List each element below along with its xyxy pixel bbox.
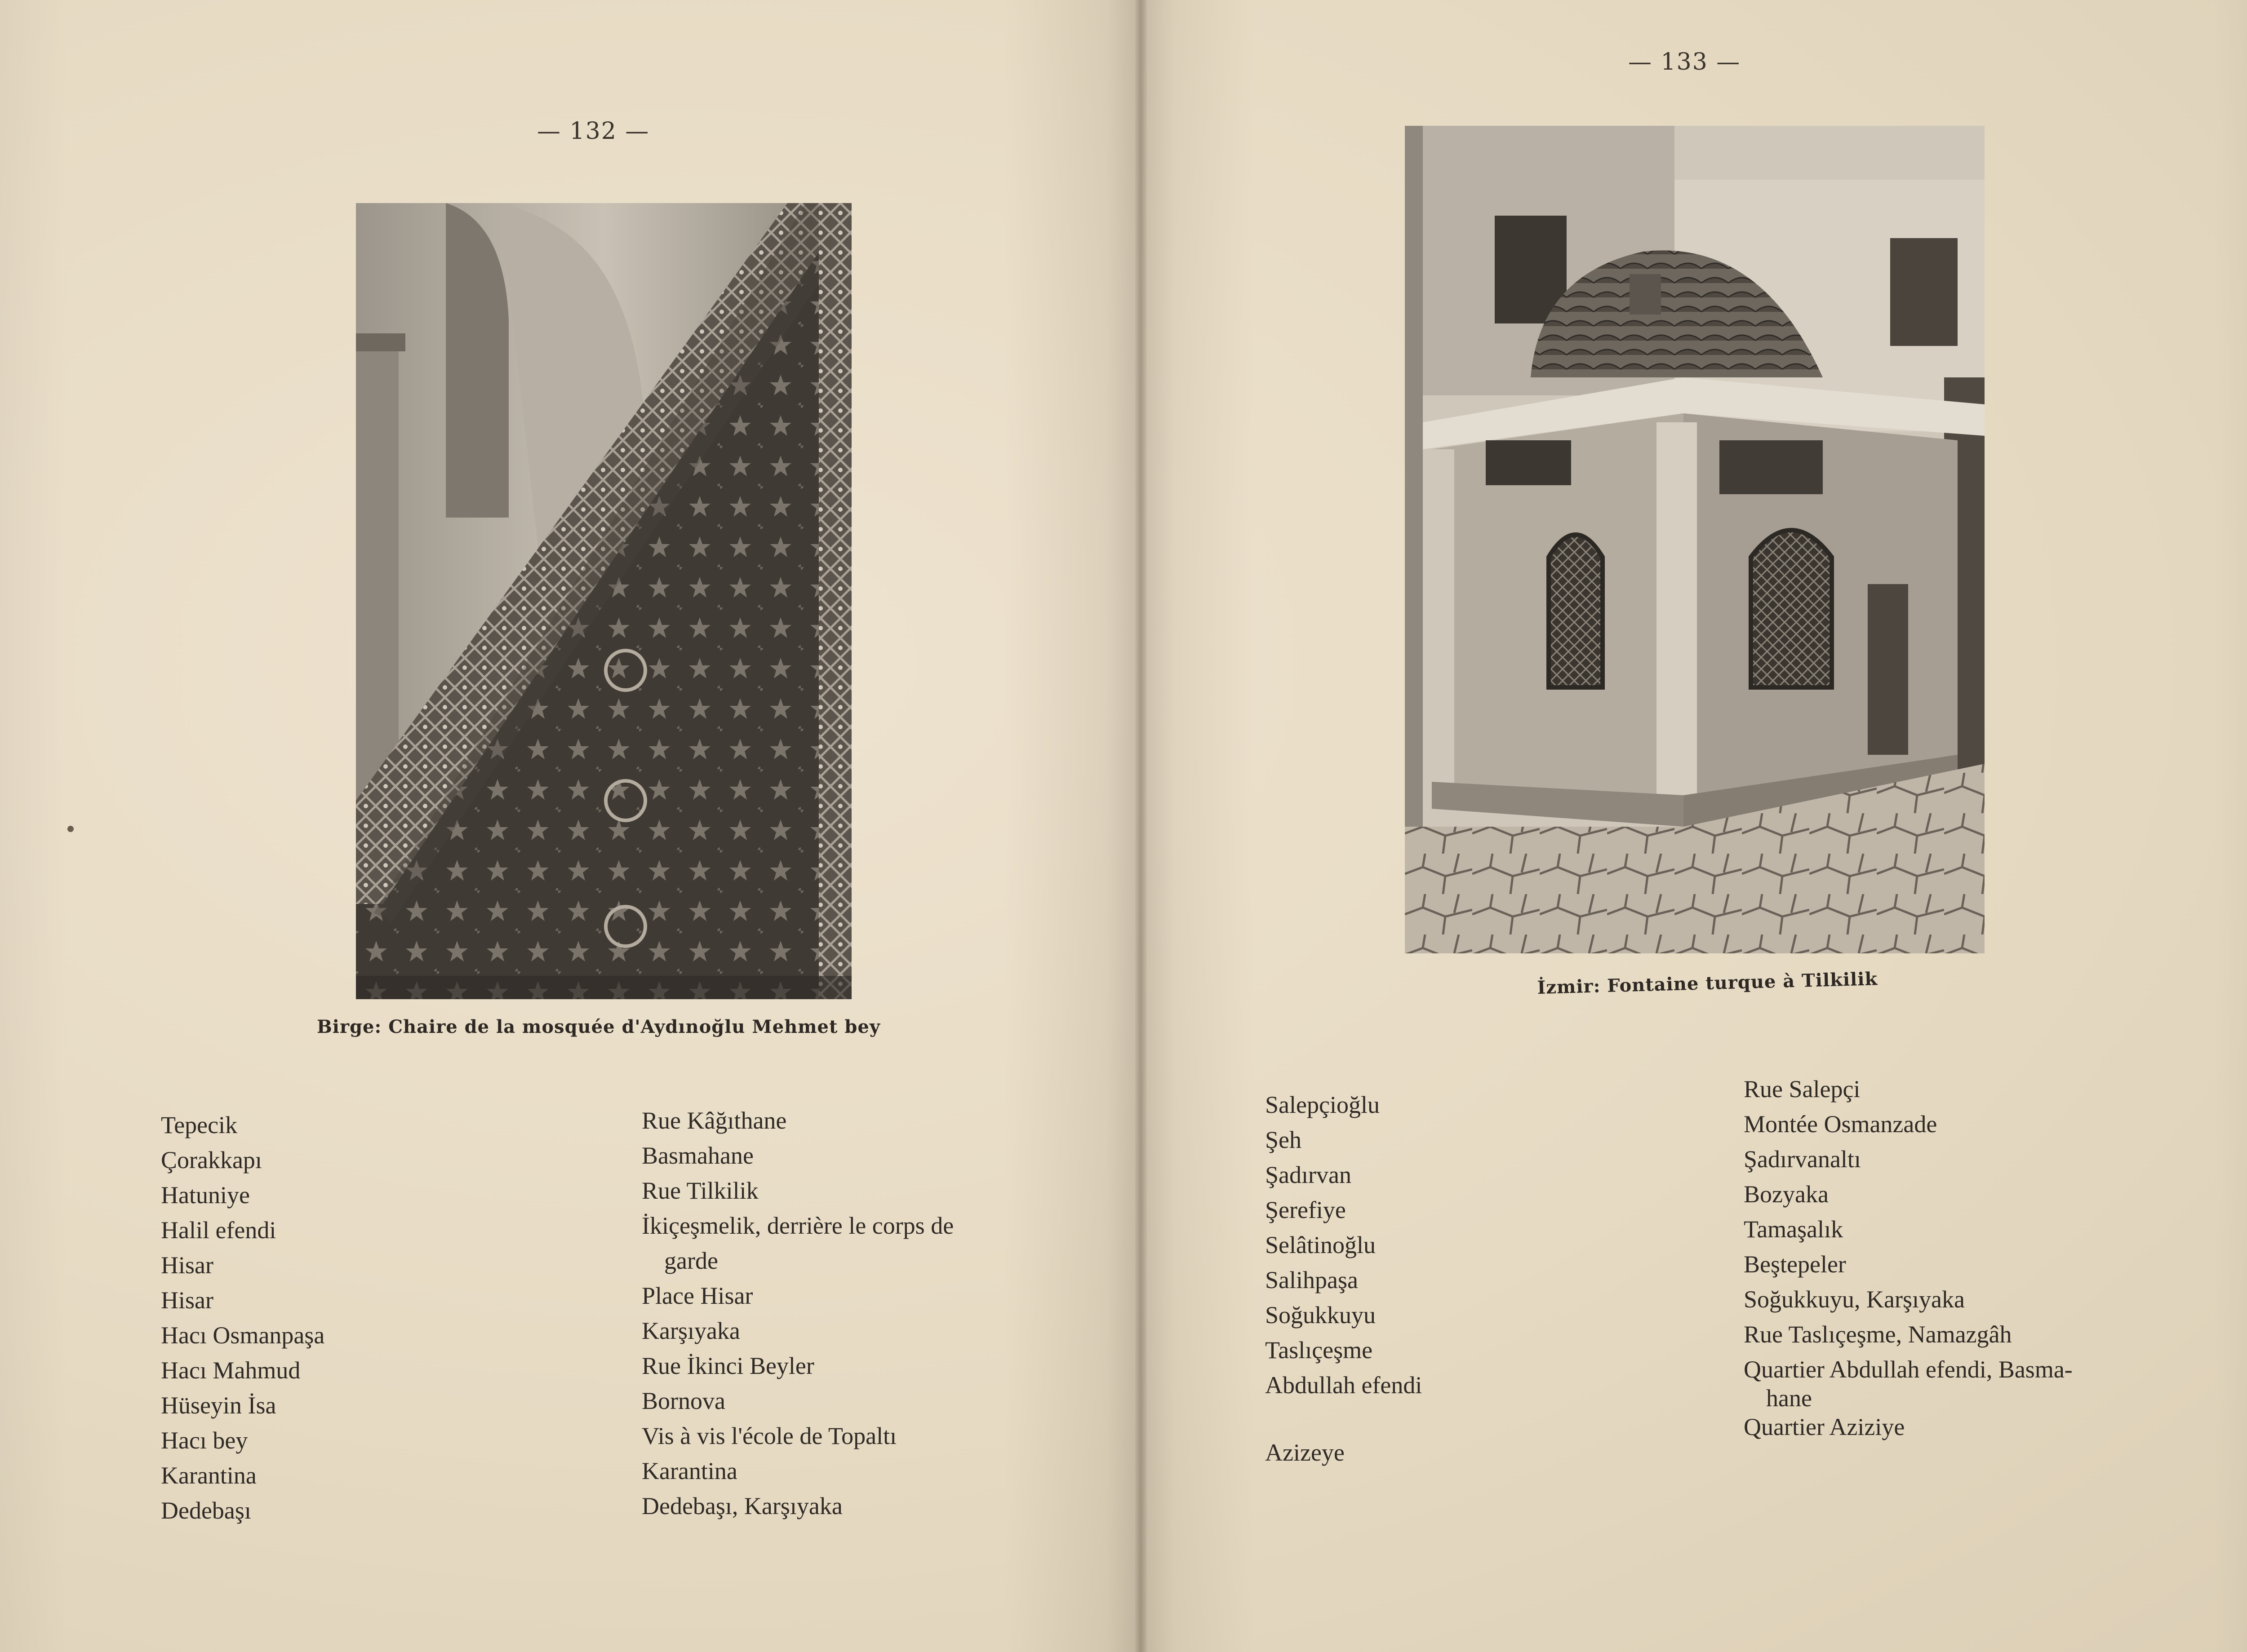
list-item: Hacı Osmanpaşa [161,1322,325,1349]
page-number-right: — 133 — [1628,49,1741,75]
list-item: Karşıyaka [642,1317,740,1344]
list-item: Halil efendi [161,1217,276,1244]
list-item: Tepecik [161,1112,238,1138]
list-item: Bozyaka [1744,1181,1829,1208]
list-item: Şadırvan [1265,1161,1351,1188]
caption-left: Birge: Chaire de la mosquée d'Aydınoğlu Mehmet bey [317,1016,881,1037]
list-item: Basmahane [642,1142,754,1169]
list-item: İkiçeşmelik, derrière le corps de [642,1212,954,1239]
list-item: Hacı Mahmud [161,1357,301,1384]
paper-spot [67,826,74,832]
list-item: Dedebaşı, Karşıyaka [642,1493,843,1519]
list-item: Şadırvanaltı [1744,1146,1861,1173]
fountain-photo-illustration [1405,126,1985,953]
list-item: Çorakkapı [161,1147,262,1174]
page-number-left: — 132 — [537,118,650,145]
list-item: Şerefiye [1265,1196,1346,1223]
caption-right: İzmir: Fontaine turque à Tilkilik [1537,968,1878,998]
list-item: Rue Tilkilik [642,1177,759,1204]
list-item: Hacı bey [161,1427,248,1454]
list-item: Soğukkuyu, Karşıyaka [1744,1286,1965,1313]
list-item: Quartier Abdullah efendi, Basma- [1744,1356,2073,1383]
right-page-column-1 [1265,1087,1422,1470]
list-item: Hatuniye [161,1182,250,1209]
list-item: Salihpaşa [1265,1267,1358,1293]
list-item: hane [1766,1385,1812,1412]
list-item: Hisar [161,1287,213,1314]
list-item: Karantina [642,1457,737,1484]
list-item: Karantina [161,1462,257,1489]
list-item: Hüseyin İsa [161,1392,276,1419]
photo-minbar [356,203,852,999]
photo-fountain [1405,126,1985,953]
list-item: Azizeye [1265,1439,1345,1466]
list-item: Taslıçeşme [1265,1337,1373,1364]
list-item: Rue Taslıçeşme, Namazgâh [1744,1321,2012,1348]
list-item: Rue İkinci Beyler [642,1352,814,1379]
left-page-column-2 [642,1103,954,1524]
list-item: Rue Salepçi [1744,1076,1861,1103]
list-item: Bornova [642,1387,725,1414]
list-item: Abdullah efendi [1265,1372,1422,1399]
right-page [1141,0,2247,1652]
list-item: Dedebaşı [161,1497,251,1524]
list-item: Tamaşalık [1744,1216,1843,1243]
minbar-photo-illustration [356,203,852,999]
list-item: Salepçioğlu [1265,1091,1380,1118]
list-item: garde [664,1247,718,1274]
list-item: Quartier Aziziye [1744,1413,1905,1440]
list-item: Soğukkuyu [1265,1302,1376,1329]
left-page-column-1 [161,1107,324,1528]
list-item: Hisar [161,1252,213,1279]
list-item: Vis à vis l'école de Topaltı [642,1422,897,1449]
right-page-column-2 [1744,1072,2073,1444]
list-item: Şeh [1265,1126,1301,1153]
list-item: Selâtinoğlu [1265,1231,1376,1258]
list-item: Montée Osmanzade [1744,1111,1937,1138]
list-item: Beştepeler [1744,1251,1846,1278]
list-item: Rue Kâğıthane [642,1107,787,1134]
list-item: Place Hisar [642,1282,753,1309]
